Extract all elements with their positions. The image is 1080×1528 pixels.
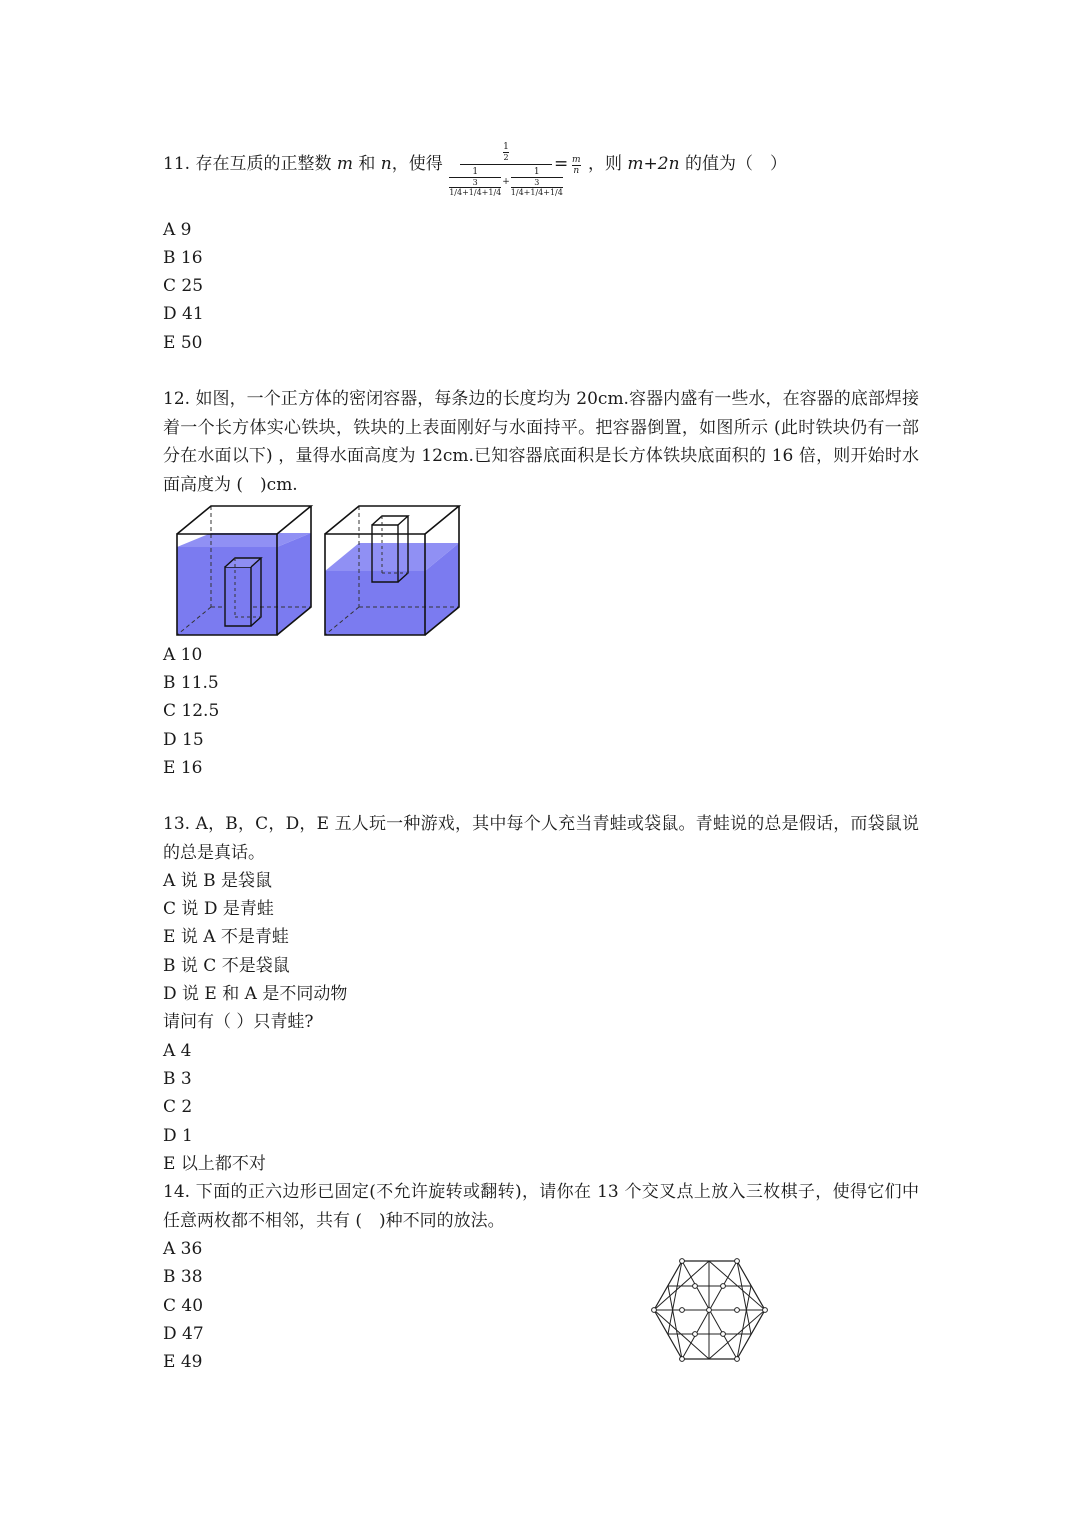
q13-option-d: D 1 (163, 1126, 193, 1146)
q11-rhs-fraction (572, 155, 581, 176)
q11-var-m: m (336, 154, 353, 174)
q12-option-e: E 16 (163, 758, 203, 778)
q11-option-b: B 16 (163, 248, 203, 268)
q11-left-sub-terms: 1/4+1/4+1/4 (449, 188, 502, 197)
q11-rhs-num: m (572, 155, 581, 165)
q11-right-sub-den: 3 (511, 177, 563, 187)
q11-left-sub-num: 1 (472, 167, 479, 177)
q11-top-fraction (503, 142, 509, 162)
q11-stem-prefix: 11. 存在互质的正整数 (163, 154, 332, 174)
q14-hexagon-figure (651, 1255, 775, 1367)
q11-top-den: 2 (503, 153, 509, 162)
q11-option-d: D 41 (163, 304, 204, 324)
q13-statement-4: B 说 C 不是袋鼠 (163, 956, 290, 976)
q11-expression: m+2n (627, 154, 680, 174)
q12-stem: 12. 如图，一个正方体的密闭容器，每条边的长度均为 20cm.容器内盛有一些水，在容器的底部焊接着一个长方体实心铁块，铁块的上表面刚好与水面持平。把容器倒置，如图所示 (此时铁块仍有一部分在水面以下) ，量得水面高度为 12cm.已知容器底面积是长方体铁块底面积的 16 倍，则开始时水面高度为 ( )cm. (163, 389, 919, 495)
q13-statement-3: E 说 A 不是青蛙 (163, 927, 289, 947)
q13-option-b: B 3 (163, 1069, 192, 1089)
q14-option-d: D 47 (163, 1324, 204, 1344)
q14-option-c: C 40 (163, 1296, 204, 1316)
q11-top-num: 1 (503, 142, 509, 152)
q11-equals-sign: = (554, 154, 569, 174)
q11-suffix-ask: 的值为（ ） (684, 154, 787, 174)
q12-left-cube (177, 506, 311, 635)
q11-compound-fraction (449, 140, 563, 197)
q11-stem-mid: ，使得 (391, 154, 443, 174)
q12-option-c: C 12.5 (163, 701, 220, 721)
q13-stem: 13. A，B，C，D，E 五人玩一种游戏，其中每个人充当青蛙或袋鼠。青蛙说的总是假话，而袋鼠说的总是真话。 (163, 814, 919, 863)
q11-stem (163, 150, 443, 178)
q13-question: 请问有（ ）只青蛙? (163, 1012, 314, 1032)
q13-option-c: C 2 (163, 1097, 193, 1117)
q12-right-top-face (325, 506, 459, 534)
q12-container-figure (163, 504, 475, 640)
q11-option-a: A 9 (163, 220, 192, 240)
q12-option-b: B 11.5 (163, 673, 219, 693)
q12-right-cube (325, 506, 459, 635)
q14-stem: 14. 下面的正六边形已固定(不允许旋转或翻转)，请你在 13 个交叉点上放入三枚棋子，使得它们中任意两枚都不相邻，共有 ( )种不同的放法。 (163, 1182, 919, 1231)
q11-right-sub-terms: 1/4+1/4+1/4 (510, 188, 563, 197)
q11-right-sub-num: 1 (533, 167, 540, 177)
q12-left-top-face (177, 506, 311, 534)
q11-var-n: n (380, 154, 392, 174)
q11-stem-suffix (588, 150, 787, 178)
q13-statement-2: C 说 D 是青蛙 (163, 899, 274, 919)
q11-suffix-then: ，则 (588, 154, 622, 174)
q11-plus-sign: + (502, 177, 510, 187)
q13-statement-1: A 说 B 是袋鼠 (163, 871, 272, 891)
q14-option-a: A 36 (163, 1239, 203, 1259)
q14-option-b: B 38 (163, 1267, 203, 1287)
q12-option-d: D 15 (163, 730, 204, 750)
q13-option-e: E 以上都不对 (163, 1154, 266, 1174)
q12-option-a: A 10 (163, 645, 203, 665)
q13-statement-5: D 说 E 和 A 是不同动物 (163, 984, 348, 1004)
q11-left-subfraction (449, 167, 501, 197)
q11-left-sub-den: 3 (449, 177, 501, 187)
q13-option-a: A 4 (163, 1041, 192, 1061)
q11-option-c: C 25 (163, 276, 204, 296)
q11-rhs-den: n (573, 166, 580, 176)
q11-option-e: E 50 (163, 333, 203, 353)
q14-option-e: E 49 (163, 1352, 203, 1372)
q11-word-and: 和 (358, 154, 376, 174)
